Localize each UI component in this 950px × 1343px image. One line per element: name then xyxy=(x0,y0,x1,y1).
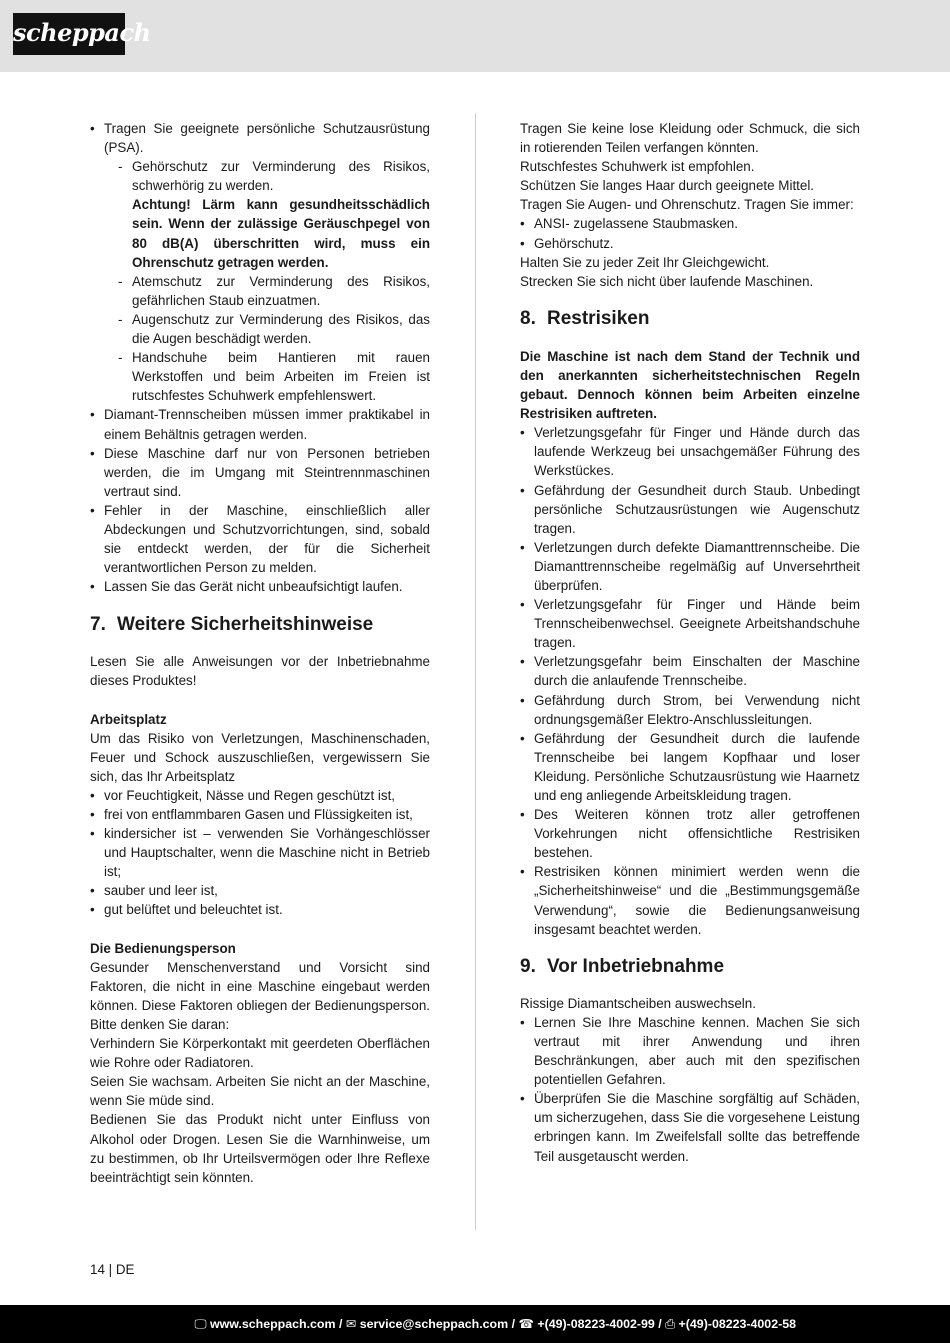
paragraph: Schützen Sie langes Haar durch geeignete Mittel. xyxy=(520,178,815,194)
list-item: • Verletzungsgefahr für Finger und Hände durch das laufende Werkzeug bei unsachgemäßer Führung des Werkstückes. xyxy=(520,423,860,480)
list-item: - Atemschutz zur Verminderung des Risikos, gefährlichen Staub einzuatmen. xyxy=(104,272,430,310)
list-item: • Überprüfen Sie die Maschine sorgfältig auf Schäden, um sicherzugehen, dass Sie die vorgesehene Leistung erbringen kann. Im Zweifelsfall sollte das betreffende Teil ausgetauscht werden. xyxy=(520,1089,860,1165)
list-item: • Diese Maschine darf nur von Personen betrieben werden, die im Umgang mit Steintrennmaschinen vertraut sind. xyxy=(90,444,430,501)
list-item: • Gefährdung durch Strom, bei Verwendung nicht ordnungsgemäßer Elektro-Anschlussleitungen. xyxy=(520,691,860,729)
list-item: • Tragen Sie geeignete persönliche Schutzausrüstung (PSA). - Gehörschutz zur Verminderung des Risikos, schwerhörig zu werden. Achtung! Lärm kann gesundheitsschädlich sein. Wenn der zulässige Geräuschpegel von 80 dB(A) überschritten wird, muss ein Ohrenschutz getragen werden. - Atemschutz zur Verminderung des Risikos, gefährlichen Staub einzuatmen. - Augenschutz zur Verminderung des Risikos, das die Augen beschädigt werden. - Handschuhe beim Hantieren mit rauen Werkstoffen und beim Arbeiten im Freien ist rutschfestes Schuhwerk empfehlenswert. xyxy=(90,119,430,405)
list-item: - Handschuhe beim Hantieren mit rauen Werkstoffen und beim Arbeiten im Freien ist rutschfestes Schuhwerk empfehlenswert. xyxy=(104,348,430,405)
list-item: • Des Weiteren können trotz aller getroffenen Vorkehrungen nicht offensichtliche Restrisiken bestehen. xyxy=(520,805,860,862)
list-item: • Fehler in der Maschine, einschließlich aller Abdeckungen und Schutzvorrichtungen, sind, sobald sie entdeckt werden, der für die Sicherheit verantwortlichen Person zu melden. xyxy=(90,501,430,577)
arbeitsplatz-text: Um das Risiko von Verletzungen, Maschinenschaden, Feuer und Schock auszuschließen, vergewissern Sie sich, das Ihr Arbeitsplatz xyxy=(90,730,430,784)
list-item: • gut belüftet und beleuchtet ist. xyxy=(90,900,430,919)
restrisiken-list xyxy=(520,423,860,939)
bediener-heading: Die Bedienungsperson xyxy=(90,940,236,956)
arbeitsplatz-heading: Arbeitsplatz xyxy=(90,711,167,727)
section-8-heading: 8. Restrisiken xyxy=(520,307,650,329)
list-item: • Lernen Sie Ihre Maschine kennen. Machen Sie sich vertraut mit ihrer Anwendung und ihren Beschränkungen, aber auch mit den spezifischen potentiellen Gefahren. xyxy=(520,1013,860,1089)
page-number: 14 | DE xyxy=(90,1262,135,1277)
left-column xyxy=(90,119,430,1187)
paragraph: Gesunder Menschenverstand und Vorsicht sind Faktoren, die nicht in eine Maschine eingebaut werden können. Diese Faktoren obliegen der Bedienungsperson. Bitte denken Sie daran: xyxy=(90,959,430,1032)
list-item: • Gefährdung der Gesundheit durch Staub. Unbedingt persönliche Schutzausrüstungen wie Augenschutz tragen. xyxy=(520,481,860,538)
list-item: • kindersicher ist – verwenden Sie Vorhängeschlösser und Hauptschalter, wenn die Maschine nicht in Betrieb ist; xyxy=(90,824,430,881)
phone-number: +(49)-08223-4002-99 / xyxy=(537,1317,662,1331)
noise-warning: Achtung! Lärm kann gesundheitsschädlich sein. Wenn der zulässige Geräuschpegel von 80 dB(A) überschritten wird, muss ein Ohrenschutz getragen werden. xyxy=(132,197,430,270)
paragraph: Halten Sie zu jeder Zeit Ihr Gleichgewicht. xyxy=(520,254,770,270)
arbeitsplatz-list xyxy=(90,786,430,920)
right-column xyxy=(520,119,860,1166)
website-link[interactable]: www.scheppach.com / xyxy=(209,1317,343,1331)
list-item: • Gefährdung der Gesundheit durch die laufende Trennscheibe bei langem Kopfhaar und loser Kleidung. Persönliche Schutzausrüstung wie Haarnetz und eng anliegende Arbeitskleidung tragen. xyxy=(520,729,860,805)
section-8-intro: Die Maschine ist nach dem Stand der Technik und den anerkannten sicherheitstechnischen Regeln gebaut. Dennoch können beim Arbeiten einzelne Restrisiken auftreten. xyxy=(520,348,860,422)
section-7-heading: 7. Weitere Sicherheitshinweise xyxy=(90,614,374,636)
list-item: • Restrisiken können minimiert werden wenn die „Sicherheitshinweise“ und die „Bestimmungsgemäße Verwendung“, sowie die Bedienungsanweisung insgesamt beachtet werden. xyxy=(520,862,860,938)
paragraph: Seien Sie wachsam. Arbeiten Sie nicht an der Maschine, wenn Sie müde sind. xyxy=(90,1074,430,1109)
paragraph: Verhindern Sie Körperkontakt mit geerdeten Oberflächen wie Rohre oder Radiatoren. xyxy=(90,1036,430,1071)
list-item: • Verletzungsgefahr für Finger und Hände beim Trennscheibenwechsel. Geeignete Arbeitshandschuhe tragen. xyxy=(520,595,860,652)
list-item: • Lassen Sie das Gerät nicht unbeaufsichtigt laufen. xyxy=(90,577,430,596)
page-header xyxy=(0,0,950,72)
page-footer xyxy=(0,1305,950,1343)
list-item: • Verletzungsgefahr beim Einschalten der Maschine durch die anlaufende Trennscheibe. xyxy=(520,652,860,690)
phone-icon: ☎ xyxy=(518,1317,534,1331)
footer-contacts xyxy=(195,1305,796,1343)
column-divider xyxy=(475,113,476,1230)
list-item: • Gehörschutz. xyxy=(520,234,860,253)
paragraph: Bedienen Sie das Produkt nicht unter Einfluss von Alkohol oder Drogen. Lesen Sie die Warnhinweise, um zu bestimmen, ob Ihr Urteilsvermögen oder Ihre Reflexe beeinträchtigt sein könnten. xyxy=(90,1112,430,1185)
paragraph: Strecken Sie sich nicht über laufende Maschinen. xyxy=(520,273,814,289)
list-item: • frei von entflammbaren Gasen und Flüssigkeiten ist, xyxy=(90,805,430,824)
section-9-heading: 9. Vor Inbetriebnahme xyxy=(520,955,725,977)
mail-icon: ✉ xyxy=(345,1317,357,1331)
list-item: • ANSI- zugelassene Staubmasken. xyxy=(520,214,860,233)
email-link[interactable]: service@scheppach.com / xyxy=(359,1317,516,1331)
wear-list xyxy=(520,214,860,252)
paragraph: Rutschfestes Schuhwerk ist empfohlen. xyxy=(520,159,755,175)
paragraph: Tragen Sie Augen- und Ohrenschutz. Tragen Sie immer: xyxy=(520,197,854,213)
list-item: • vor Feuchtigkeit, Nässe und Regen geschützt ist, xyxy=(90,786,430,805)
list-item: - Augenschutz zur Verminderung des Risikos, das die Augen beschädigt werden. xyxy=(104,310,430,348)
fax-icon: ⎙ xyxy=(665,1317,676,1331)
list-item: - Gehörschutz zur Verminderung des Risikos, schwerhörig zu werden. Achtung! Lärm kann gesundheitsschädlich sein. Wenn der zulässige Geräuschpegel von 80 dB(A) überschritten wird, muss ein Ohrenschutz getragen werden. xyxy=(104,157,430,272)
inbetriebnahme-list xyxy=(520,1013,860,1166)
list-item: • Verletzungen durch defekte Diamanttrennscheibe. Die Diamanttrennscheibe regelmäßig auf Unversehrtheit überprüfen. xyxy=(520,538,860,595)
fax-number: +(49)-08223-4002-58 xyxy=(678,1317,796,1331)
section-9-intro: Rissige Diamantscheiben auswechseln. xyxy=(520,995,756,1011)
list-item: • Diamant-Trennscheiben müssen immer praktikabel in einem Behältnis getragen werden. xyxy=(90,405,430,443)
computer-icon: 🖵 xyxy=(194,1317,207,1331)
paragraph: Tragen Sie keine lose Kleidung oder Schmuck, die sich in rotierenden Teilen verfangen könnten. xyxy=(520,121,860,156)
ppe-sublist xyxy=(104,157,430,405)
list-item: • sauber und leer ist, xyxy=(90,881,430,900)
brand-logo: scheppach xyxy=(13,13,125,55)
intro-list xyxy=(90,119,430,596)
section-7-intro: Lesen Sie alle Anweisungen vor der Inbetriebnahme dieses Produktes! xyxy=(90,654,430,689)
